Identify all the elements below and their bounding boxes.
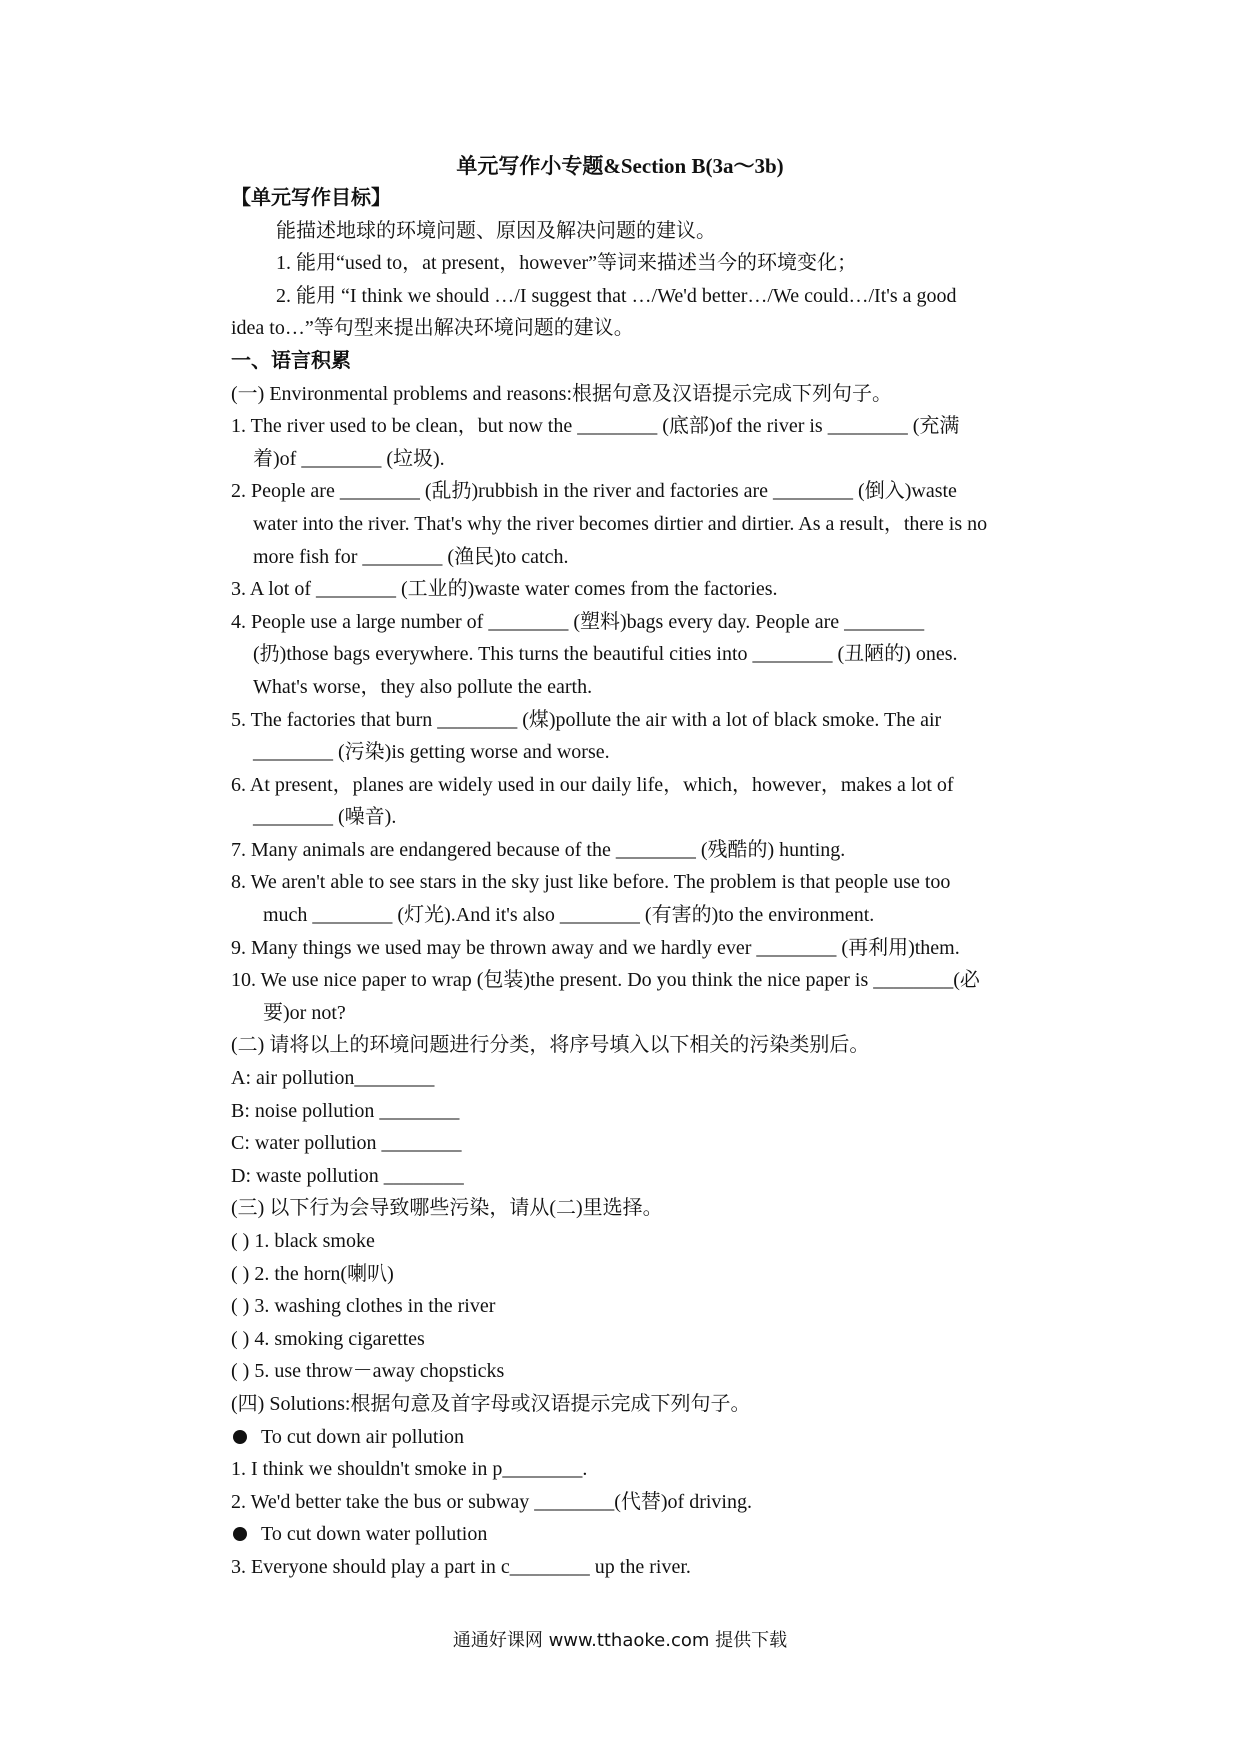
line-text: 要)or not?: [263, 1001, 346, 1024]
line-text: (一) Environmental problems and reasons:根据句意及汉语提示完成下列句子。: [231, 382, 893, 405]
bullet-icon: [233, 1430, 247, 1444]
text-line: [231, 1192, 1061, 1225]
line-text: (三) 以下行为会导致哪些污染，请从(二)里选择。: [231, 1197, 663, 1220]
line-text: ________ (污染)is getting worse and worse.: [253, 741, 610, 764]
text-line: [231, 1062, 1061, 1095]
text-line: [231, 704, 1061, 737]
text-line: [231, 1453, 1061, 1486]
line-text: ( ) 1. black smoke: [231, 1230, 375, 1252]
line-text: more fish for ________ (渔民)to catch.: [253, 545, 569, 568]
line-text: A: air pollution________: [231, 1067, 435, 1090]
text-line: [231, 443, 1061, 476]
line-text: 5. The factories that burn ________ (煤)pollute the air with a lot of black smoke. The air: [231, 708, 942, 731]
line-text: To cut down air pollution: [261, 1425, 465, 1448]
text-line: [231, 1323, 1061, 1356]
text-line: [231, 182, 1061, 215]
text-line: [231, 215, 1061, 248]
bullet-heading: [231, 1518, 1061, 1551]
page-footer: 通通好课网 www.tthaoke.com 提供下载: [452, 1630, 788, 1651]
line-text: 能描述地球的环境问题、原因及解决问题的建议。: [276, 219, 716, 242]
text-line: [231, 1388, 1061, 1421]
text-line: [231, 475, 1061, 508]
line-text: To cut down water pollution: [261, 1523, 488, 1546]
line-text: idea to…”等句型来提出解决环境问题的建议。: [231, 317, 634, 340]
line-text: ( ) 3. washing clothes in the river: [231, 1295, 496, 1318]
line-text: D: waste pollution ________: [231, 1164, 464, 1187]
line-text: 2. We'd better take the bus or subway ________(代替)of driving.: [231, 1490, 752, 1513]
text-line: [231, 1355, 1061, 1388]
line-text: much ________ (灯光).And it's also ________ (有害的)to the environment.: [263, 904, 875, 927]
line-text: 3. Everyone should play a part in c________ up the river.: [231, 1555, 691, 1578]
line-text: 2. 能用 “I think we should …/I suggest that …/We'd better…/We could…/It's a good: [276, 284, 957, 307]
text-line: [231, 1160, 1061, 1193]
text-line: [231, 899, 1061, 932]
text-line: [231, 541, 1061, 574]
line-text: ( ) 5. use throw－away chopsticks: [231, 1360, 505, 1383]
line-text: 【单元写作目标】: [231, 187, 391, 209]
line-text: 10. We use nice paper to wrap (包装)the present. Do you think the nice paper is ________(必: [231, 969, 980, 992]
text-line: [231, 1258, 1061, 1291]
line-text: 着)of ________ (垃圾).: [253, 447, 445, 470]
line-text: B: noise pollution ________: [231, 1099, 460, 1122]
line-text: What's worse，they also pollute the earth.: [253, 675, 593, 698]
line-text: 1. I think we shouldn't smoke in p________.: [231, 1458, 588, 1481]
line-text: (四) Solutions:根据句意及首字母或汉语提示完成下列句子。: [231, 1392, 751, 1415]
text-line: [231, 1486, 1061, 1519]
text-line: [231, 1551, 1061, 1584]
text-line: [231, 964, 1061, 997]
text-line: [231, 345, 1061, 378]
bullet-icon: [233, 1527, 247, 1541]
text-line: [231, 638, 1061, 671]
line-text: ( ) 4. smoking cigarettes: [231, 1327, 425, 1350]
text-line: [231, 606, 1061, 639]
text-line: [231, 801, 1061, 834]
text-line: [231, 410, 1061, 443]
text-line: [231, 736, 1061, 769]
text-line: [231, 834, 1061, 867]
bullet-heading: [231, 1421, 1061, 1454]
line-text: ________ (噪音).: [253, 806, 397, 829]
line-text: 6. At present，planes are widely used in our daily life，which，however，makes a lot of: [231, 773, 954, 796]
page-title: 单元写作小专题&Section B(3a～3b): [456, 154, 784, 178]
text-line: [231, 932, 1061, 965]
text-line: [231, 1095, 1061, 1128]
line-text: 1. 能用“used to，at present，however”等词来描述当今的环境变化；: [276, 252, 858, 275]
line-text: ( ) 2. the horn(喇叭): [231, 1262, 394, 1285]
line-text: 9. Many things we used may be thrown away and we hardly ever ________ (再利用)them.: [231, 936, 960, 959]
text-line: [231, 671, 1061, 704]
text-line: [231, 378, 1061, 411]
line-text: C: water pollution ________: [231, 1132, 462, 1155]
text-line: [231, 247, 1061, 280]
line-text: 一、语言积累: [231, 349, 351, 372]
worksheet-content: [231, 182, 1061, 1584]
line-text: 8. We aren't able to see stars in the sky just like before. The problem is that people use too: [231, 871, 951, 894]
text-line: [231, 1225, 1061, 1258]
text-line: [231, 573, 1061, 606]
line-text: 2. People are ________ (乱扔)rubbish in the river and factories are ________ (倒入)waste: [231, 480, 957, 503]
text-line: [231, 1029, 1061, 1062]
text-line: [231, 866, 1061, 899]
line-text: water into the river. That's why the river becomes dirtier and dirtier. As a result，there is no: [253, 512, 988, 535]
line-text: 1. The river used to be clean，but now the ________ (底部)of the river is ________ (充满: [231, 415, 960, 438]
text-line: [231, 312, 1061, 345]
text-line: [231, 280, 1061, 313]
line-text: 7. Many animals are endangered because of the ________ (残酷的) hunting.: [231, 838, 846, 861]
line-text: (扔)those bags everywhere. This turns the beautiful cities into ________ (丑陋的) ones.: [253, 643, 958, 666]
line-text: 3. A lot of ________ (工业的)waste water comes from the factories.: [231, 578, 778, 601]
text-line: [231, 769, 1061, 802]
text-line: [231, 1127, 1061, 1160]
text-line: [231, 997, 1061, 1030]
text-line: [231, 508, 1061, 541]
text-line: [231, 1290, 1061, 1323]
line-text: 4. People use a large number of ________ (塑料)bags every day. People are ________: [231, 610, 925, 633]
line-text: (二) 请将以上的环境问题进行分类，将序号填入以下相关的污染类别后。: [231, 1034, 870, 1057]
